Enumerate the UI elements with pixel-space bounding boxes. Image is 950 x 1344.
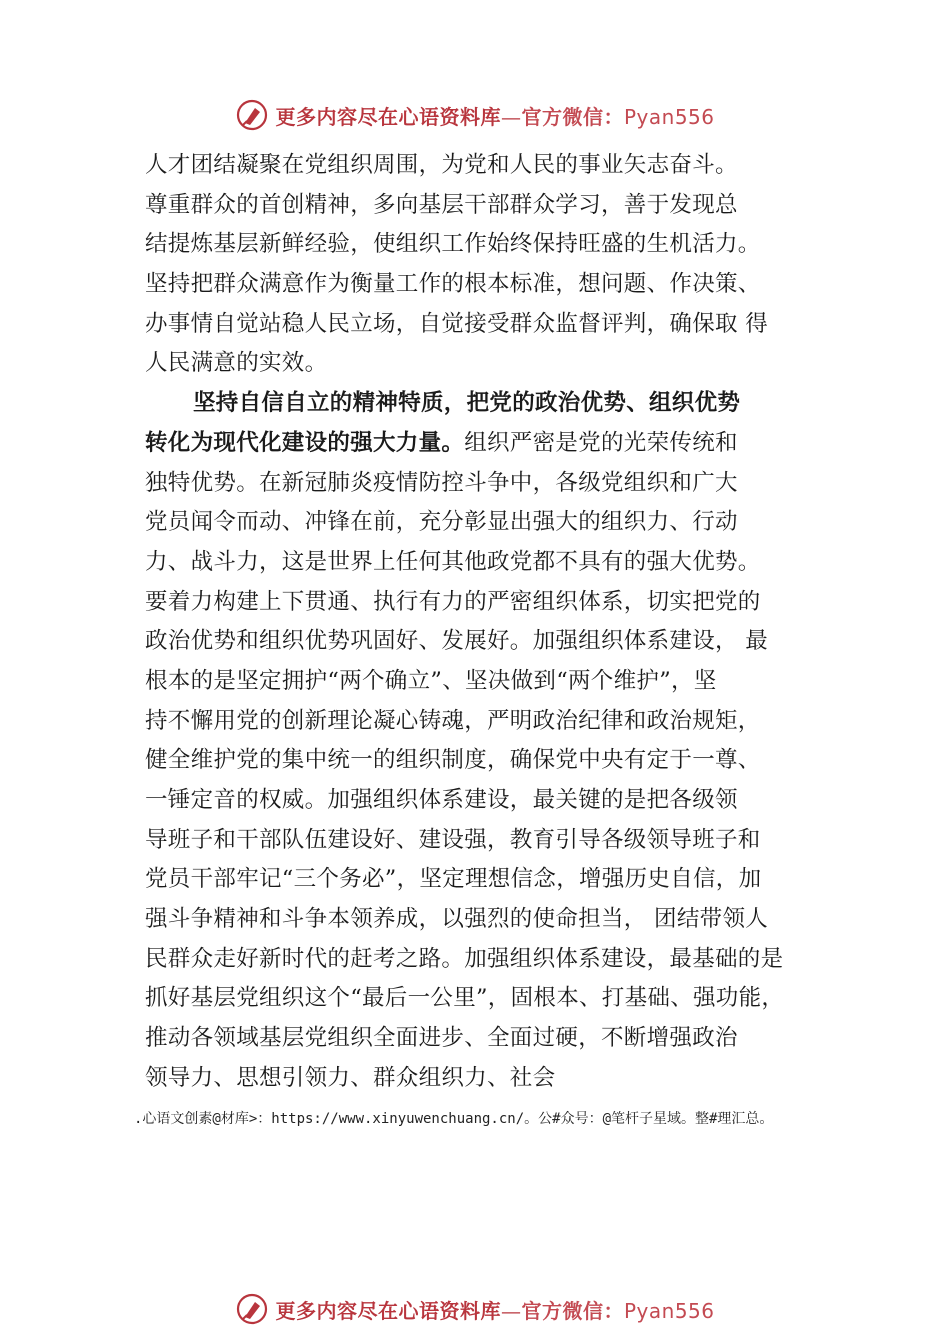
text-line: 民群众走好新时代的赶考之路。加强组织体系建设，最基础的是 bbox=[145, 945, 784, 972]
text-line: 结提炼基层新鲜经验，使组织工作始终保持旺盛的生机活力。 bbox=[145, 231, 761, 258]
text-line bbox=[145, 424, 825, 464]
text-line: 办事情自觉站稳人民立场，自觉接受群众监督评判，确保取 得 bbox=[145, 310, 769, 337]
text-line: 人民满意的实效。 bbox=[145, 350, 328, 377]
text-run: 组织严密是党的光荣传统和 bbox=[464, 429, 738, 456]
text-line: 坚持把群众满意作为衡量工作的根本标准，想问题、作决策、 bbox=[145, 271, 761, 298]
text-line: 持不懈用党的创新理论凝心铸魂，严明政治纪律和政治规矩， bbox=[145, 707, 761, 734]
pen-nib-logo-icon bbox=[235, 1292, 269, 1326]
banner-dash: — bbox=[500, 1298, 522, 1323]
text-line: 一锤定音的权威。加强组织体系建设，最关键的是把各级领 bbox=[145, 787, 738, 813]
text-line: 抓好基层党组织这个“最后一公里”，固根本、打基础、强功能， bbox=[145, 985, 785, 1012]
text-line: 独特优势。在新冠肺炎疫情防控斗争中，各级党组织和广大 bbox=[145, 469, 738, 496]
banner-text bbox=[275, 101, 714, 130]
banner-dash: — bbox=[500, 104, 522, 129]
banner-handle: Pyan556 bbox=[623, 1298, 715, 1323]
text-line: 政治优势和组织优势巩固好、发展好。加强组织体系建设， 最 bbox=[145, 628, 769, 655]
section-heading-tail: 转化为现代化建设的强大力量。 bbox=[145, 429, 465, 456]
text-line: 力、战斗力，这是世界上任何其他政党都不具有的强大优势。 bbox=[145, 548, 761, 575]
text-line: 尊重群众的首创精神，多向基层干部群众学习，善于发现总 bbox=[145, 191, 738, 218]
text-line: 党员闻令而动、冲锋在前，充分彰显出强大的组织力、行动 bbox=[145, 509, 738, 536]
banner-text bbox=[275, 1295, 714, 1324]
text-line: 根本的是坚定拥护“两个确立”、坚决做到“两个维护”，坚 bbox=[145, 667, 717, 694]
text-line: 健全维护党的集中统一的组织制度，确保党中央有定于一尊、 bbox=[145, 747, 761, 774]
banner-wechat-label: 官方微信： bbox=[521, 1298, 624, 1323]
section-heading-line: 坚持自信自立的精神特质，把党的政治优势、组织优势 bbox=[193, 390, 741, 417]
banner-main-text: 更多内容尽在心语资料库 bbox=[275, 104, 501, 129]
header-banner bbox=[0, 92, 950, 138]
text-line: 人才团结凝聚在党组织周围，为党和人民的事业矢志奋斗。 bbox=[145, 152, 738, 178]
document-body bbox=[145, 146, 825, 1099]
text-line: 导班子和干部队伍建设好、建设强，教育引导各级领导班子和 bbox=[145, 826, 761, 853]
text-line: 要着力构建上下贯通、执行有力的严密组织体系，切实把党的 bbox=[145, 588, 761, 615]
text-line: 推动各领域基层党组织全面进步、全面过硬，不断增强政治 bbox=[145, 1025, 738, 1052]
text-line: 党员干部牢记“三个务必”，坚定理想信念，增强历史自信，加 bbox=[145, 866, 762, 893]
pen-nib-logo-icon bbox=[235, 98, 269, 132]
source-note: .心语文创素@材库>：https://www.xinyuwenchuang.cn/。公#众号：@笔杆子星域。整#理汇总。 bbox=[134, 1111, 774, 1127]
text-line: 领导力、思想引领力、群众组织力、社会 bbox=[145, 1064, 556, 1091]
banner-wechat-label: 官方微信： bbox=[521, 104, 624, 129]
text-line: 强斗争精神和斗争本领养成，以强烈的使命担当， 团结带领人 bbox=[145, 906, 769, 933]
footer-banner bbox=[0, 1286, 950, 1332]
banner-main-text: 更多内容尽在心语资料库 bbox=[275, 1298, 501, 1323]
banner-handle: Pyan556 bbox=[623, 104, 715, 129]
